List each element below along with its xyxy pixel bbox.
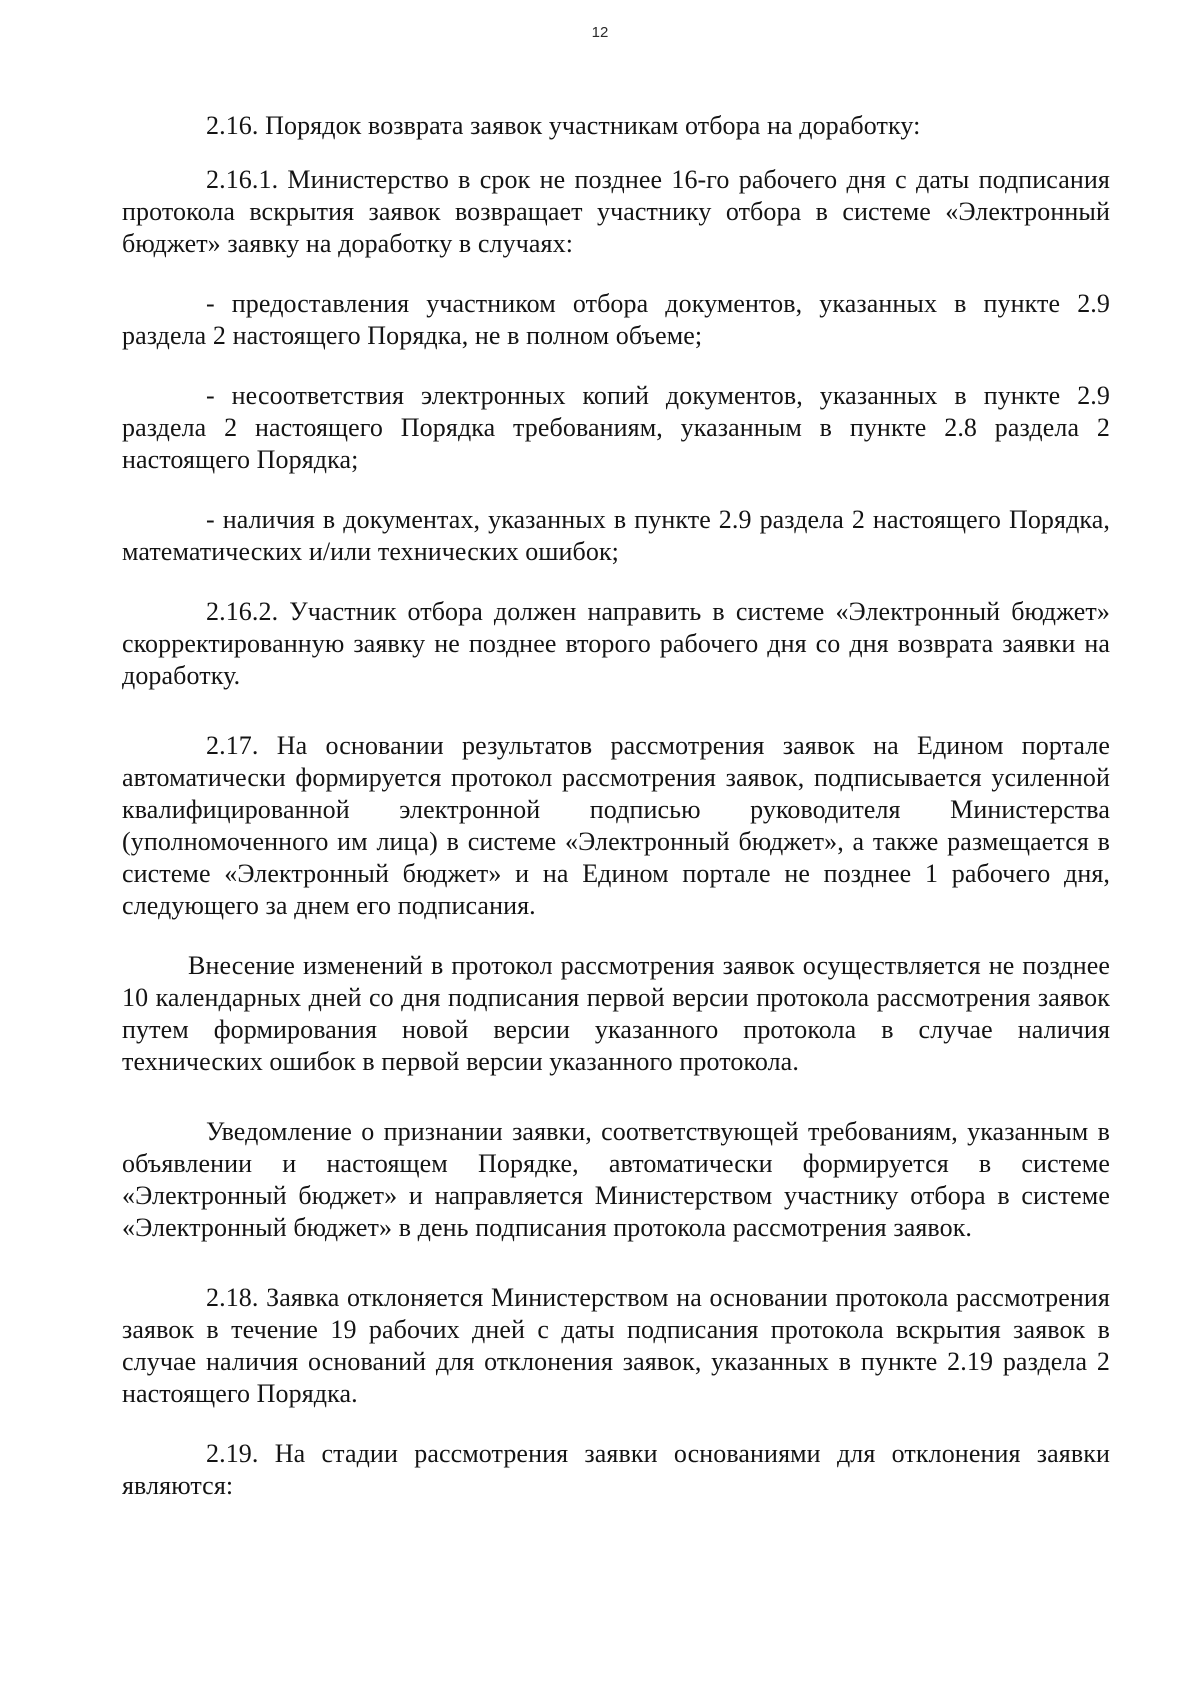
protocol-amendment-paragraph: Внесение изменений в протокол рассмотрения заявок осуществляется не позднее 10 календарных дней со дня подписания первой версии протокола рассмотрения заявок путем формирования новой версии указанного протокола в случае наличия технических ошибок в первой версии указанного протокола. [122,951,1110,1076]
page-number: 12 [591,24,609,41]
list-item-errors: - наличия в документах, указанных в пункте 2.9 раздела 2 настоящего Порядка, математических и/или технических ошибок; [122,505,1110,566]
section-2-17: 2.17. На основании результатов рассмотрения заявок на Едином портале автоматически формируется протокол рассмотрения заявок, подписывается усиленной квалифицированной электронной подписью руководителя Министерства (уполномоченного им лица) в системе «Электронный бюджет», а также размещается в системе «Электронный бюджет» и на Едином портале не позднее 1 рабочего дня, следующего за днем его подписания. [122,731,1110,920]
list-item-incomplete-documents: - предоставления участником отбора документов, указанных в пункте 2.9 раздела 2 настоящего Порядка, не в полном объеме; [122,289,1110,350]
section-2-16-heading: 2.16. Порядок возврата заявок участникам отбора на доработку: [206,111,921,140]
document-body [122,110,1110,1502]
list-item-copies-mismatch: - несоответствия электронных копий документов, указанных в пункте 2.9 раздела 2 настоящего Порядка требованиям, указанным в пункте 2.8 раздела 2 настоящего Порядка; [122,381,1110,474]
section-2-19: 2.19. На стадии рассмотрения заявки основаниями для отклонения заявки являются: [122,1439,1110,1500]
clause-2-16-2: 2.16.2. Участник отбора должен направить в системе «Электронный бюджет» скорректированную заявку не позднее второго рабочего дня со дня возврата заявки на доработку. [122,597,1110,690]
section-2-18: 2.18. Заявка отклоняется Министерством на основании протокола рассмотрения заявок в течение 19 рабочих дней с даты подписания протокола вскрытия заявок в случае наличия оснований для отклонения заявок, указанных в пункте 2.19 раздела 2 настоящего Порядка. [122,1283,1110,1408]
clause-2-16-1: 2.16.1. Министерство в срок не позднее 16-го рабочего дня с даты подписания протокола вскрытия заявок возвращает участнику отбора в системе «Электронный бюджет» заявку на доработку в случаях: [122,165,1110,258]
notification-paragraph: Уведомление о признании заявки, соответствующей требованиям, указанным в объявлении и настоящем Порядке, автоматически формируется в системе «Электронный бюджет» и направляется Министерством участнику отбора в системе «Электронный бюджет» в день подписания протокола рассмотрения заявок. [122,1117,1110,1242]
